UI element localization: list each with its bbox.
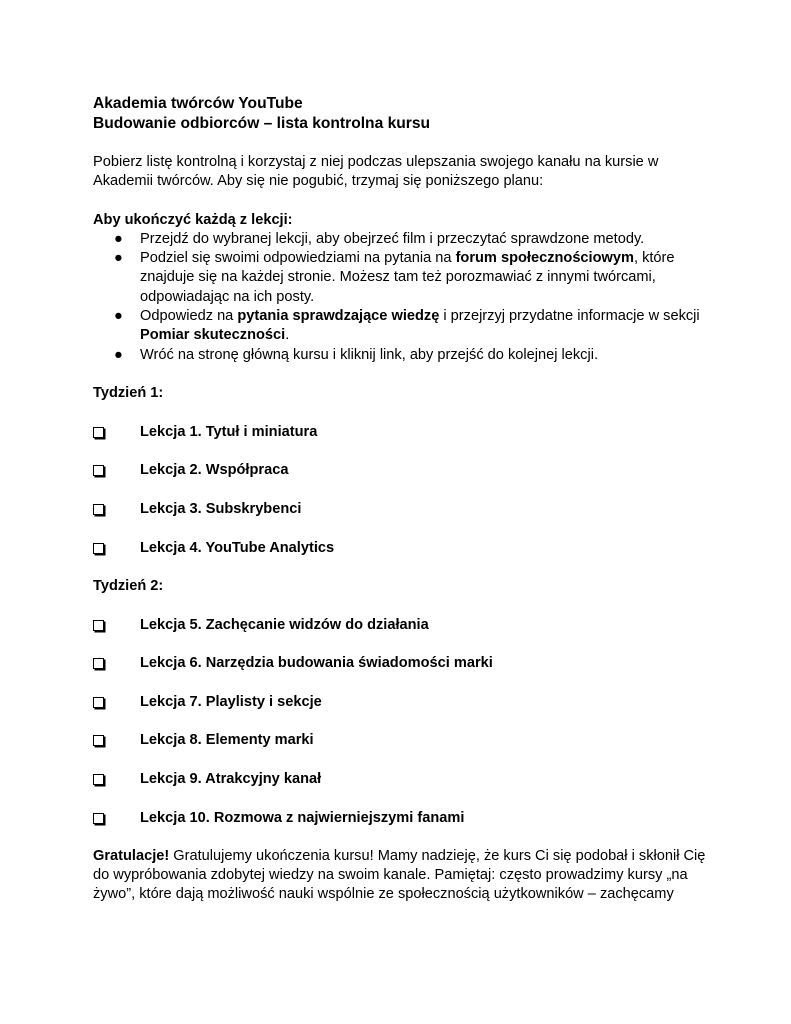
title-line-1: Akademia twórców YouTube <box>93 95 303 112</box>
lesson-checklist-item[interactable] <box>93 809 713 828</box>
lesson-label: Lekcja 1. Tytuł i miniatura <box>140 423 318 440</box>
week-1-heading: Tydzień 1: <box>93 384 164 401</box>
lesson-label: Lekcja 5. Zachęcanie widzów do działania <box>140 616 429 633</box>
quiz-emphasis: pytania sprawdzające wiedzę <box>237 308 440 325</box>
lesson-label: Lekcja 6. Narzędzia budowania świadomości marki <box>140 655 493 672</box>
lesson-checklist-item[interactable] <box>93 423 713 442</box>
lesson-checklist-item[interactable] <box>93 654 713 673</box>
lesson-label: Lekcja 7. Playlisty i sekcje <box>140 693 322 710</box>
lesson-checklist-item[interactable] <box>93 539 713 558</box>
step-item-4 <box>93 346 713 365</box>
checkbox-icon[interactable] <box>93 658 104 669</box>
checkbox-icon[interactable] <box>93 774 104 785</box>
step-text: Odpowiedz na <box>140 308 238 325</box>
bullet-icon: ● <box>114 250 123 267</box>
lesson-label: Lekcja 8. Elementy marki <box>140 732 314 749</box>
forum-emphasis: forum społecznościowym <box>455 250 634 267</box>
checkbox-icon[interactable] <box>93 427 104 438</box>
checkbox-icon[interactable] <box>93 465 104 476</box>
checkbox-icon[interactable] <box>93 697 104 708</box>
closing-text: Gratulujemy ukończenia kursu! Mamy nadzieję, że kurs Ci się podobał i skłonił Cię do wypróbowania zdobytej wiedzy na swoim kanale. Pamiętaj: często prowadzimy kursy „na żywo”, które dają możliwość nauki wspólnie ze społecznością użytkowników – zachęcamy <box>93 847 706 903</box>
lesson-label: Lekcja 3. Subskrybenci <box>140 501 302 518</box>
lesson-checklist-item[interactable] <box>93 731 713 750</box>
metrics-emphasis: Pomiar skuteczności <box>140 327 286 344</box>
step-text: Przejdź do wybranej lekcji, aby obejrzeć film i przeczytać sprawdzone metody. <box>140 230 645 247</box>
lesson-label: Lekcja 4. YouTube Analytics <box>140 539 335 556</box>
checkbox-icon[interactable] <box>93 504 104 515</box>
step-item-3 <box>93 307 713 346</box>
steps-heading: Aby ukończyć każdą z lekcji: <box>93 211 293 228</box>
lesson-label: Lekcja 10. Rozmowa z najwierniejszymi fanami <box>140 809 465 826</box>
lesson-checklist-item[interactable] <box>93 616 713 635</box>
checkbox-icon[interactable] <box>93 543 104 554</box>
closing-paragraph <box>93 847 713 905</box>
bullet-icon: ● <box>114 230 123 247</box>
bullet-icon: ● <box>114 346 123 363</box>
step-text: i przejrzyj przydatne informacje w sekcji <box>439 308 700 325</box>
checkbox-icon[interactable] <box>93 813 104 824</box>
congrats-emphasis: Gratulacje! <box>93 847 170 864</box>
step-text: Wróć na stronę główną kursu i kliknij link, aby przejść do kolejnej lekcji. <box>140 346 599 363</box>
lesson-label: Lekcja 2. Współpraca <box>140 462 289 479</box>
title-line-2: Budowanie odbiorców – lista kontrolna kursu <box>93 115 431 132</box>
lesson-checklist-item[interactable] <box>93 693 713 712</box>
document-page <box>93 94 713 904</box>
step-text: , które znajduje się na każdej stronie. Możesz tam też porozmawiać z innymi twórcami, odpowiadając na ich posty. <box>140 250 675 305</box>
lesson-checklist-item[interactable] <box>93 461 713 480</box>
lesson-checklist-item[interactable] <box>93 500 713 519</box>
lesson-label: Lekcja 9. Atrakcyjny kanał <box>140 770 322 787</box>
bullet-icon: ● <box>114 308 123 325</box>
checkbox-icon[interactable] <box>93 620 104 631</box>
document-title <box>93 94 713 134</box>
step-item-2 <box>93 249 713 307</box>
intro-paragraph: Pobierz listę kontrolną i korzystaj z niej podczas ulepszania swojego kanału na kursie w Akademii twórców. Aby się nie pogubić, trzymaj się poniższego planu: <box>93 154 659 190</box>
checkbox-icon[interactable] <box>93 735 104 746</box>
lesson-checklist-item[interactable] <box>93 770 713 789</box>
step-item-1 <box>93 230 713 249</box>
week-2-heading: Tydzień 2: <box>93 577 164 594</box>
step-text: . <box>285 327 290 344</box>
step-text: Podziel się swoimi odpowiedziami na pytania na <box>140 250 456 267</box>
steps-list <box>93 230 713 365</box>
